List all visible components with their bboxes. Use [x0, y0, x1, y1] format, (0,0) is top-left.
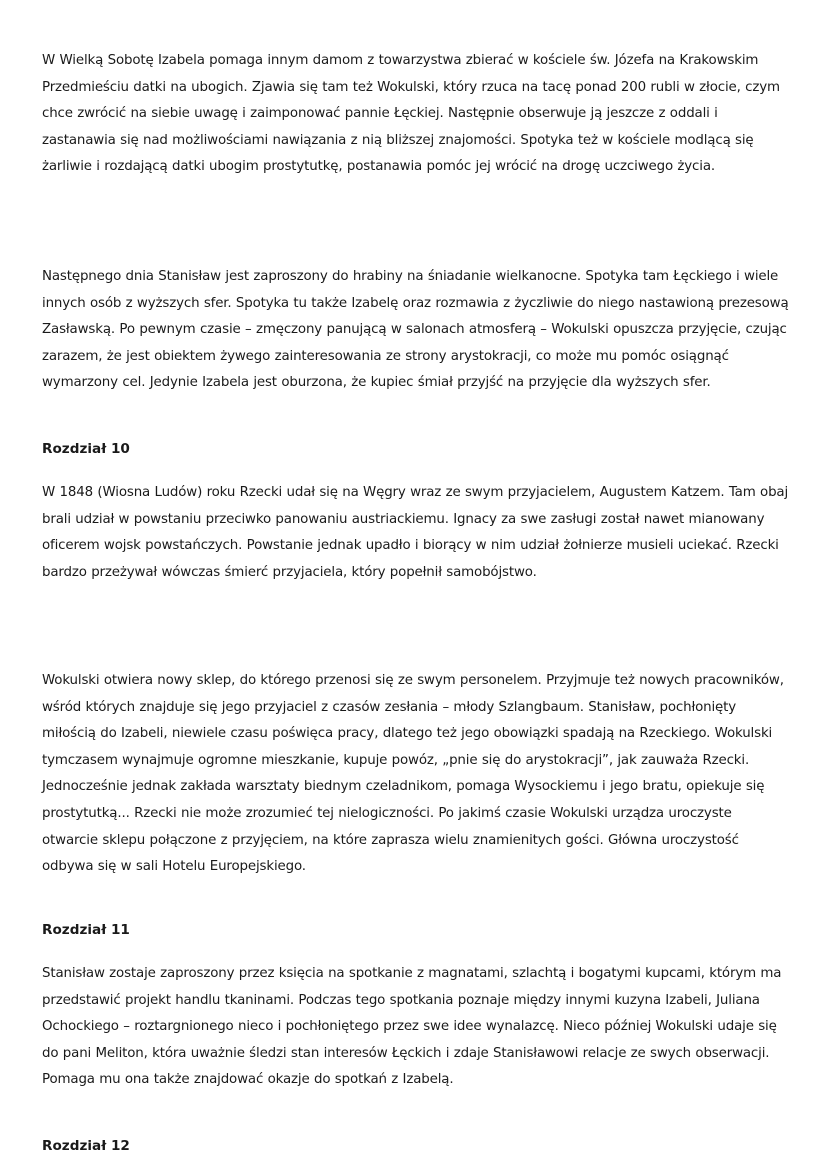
paragraph-easter-saturday: W Wielką Sobotę Izabela pomaga innym damom z towarzystwa zbierać w kościele św. Józefa na Krakowskim Przedmieściu datki na ubogich. Zjawia się tam też Wokulski, który rzuca na tacę ponad 200 rubli w złocie, czym chce zwrócić na siebie uwagę i zaimponować pannie Łęckiej. Następnie obserwuje ją jeszcze z oddali i zastanawia się nad możliwościami nawiązania z nią bliższej znajomości. Spotyka też w kościele modlącą się żarliwie i rozdającą datki ubogim prostytutkę, postanawia pomóc jej wrócić na drogę uczciwego życia.: [42, 53, 780, 175]
paragraph-magnates-meeting: Stanisław zostaje zaproszony przez księcia na spotkanie z magnatami, szlachtą i bogatymi kupcami, którym ma przedstawić projekt handlu tkaninami. Podczas tego spotkania poznaje między innymi kuzyna Izabeli, Juliana Ochockiego – roztargnionego nieco i pochłoniętego przez swe idee wynalazcę. Nieco później Wokulski udaje się do pani Meliton, która uważnie śledzi stan interesów Łęckich i zdaje Stanisławowi relacje ze swych obserwacji. Pomaga mu ona także znajdować okazje do spotkań z Izabelą.: [42, 966, 782, 1088]
paragraph-easter-breakfast: Następnego dnia Stanisław jest zaproszony do hrabiny na śniadanie wielkanocne. Spotyka tam Łęckiego i wiele innych osób z wyższych sfer. Spotyka tu także Izabelę oraz rozmawia z życzliwie do niego nastawioną prezesową Zasławską. Po pewnym czasie – zmęczony panującą w salonach atmosferą – Wokulski opuszcza przyjęcie, czując zarazem, że jest obiektem żywego zainteresowania ze strony arystokracji, co może mu pomóc osiągnąć wymarzony cel. Jedynie Izabela jest oburzona, że kupiec śmiał przyjść na przyjęcie dla wyższych sfer.: [42, 269, 789, 391]
paragraph-spring-of-nations: W 1848 (Wiosna Ludów) roku Rzecki udał się na Węgry wraz ze swym przyjacielem, Augustem Katzem. Tam obaj brali udział w powstaniu przeciwko panowaniu austriackiemu. Ignacy za swe zasługi został nawet mianowany oficerem wojsk powstańczych. Powstanie jednak upadło i biorący w nim udział żołnierze musieli uciekać. Rzecki bardzo przeżywał wówczas śmierć przyjaciela, który popełnił samobójstwo.: [42, 485, 789, 580]
chapter-heading-11: Rozdział 11: [42, 922, 130, 938]
chapter-heading-12: Rozdział 12: [42, 1138, 130, 1154]
paragraph-new-shop: Wokulski otwiera nowy sklep, do którego przenosi się ze swym personelem. Przyjmuje też nowych pracowników, wśród których znajduje się jego przyjaciel z czasów zesłania – młody Szlangbaum. Stanisław, pochłonięty miłością do Izabeli, niewiele czasu poświęca pracy, dlatego też jego obowiązki spadają na Rzeckiego. Wokulski tymczasem wynajmuje ogromne mieszkanie, kupuje powóz, „pnie się do arystokracji”, jak zauważa Rzecki. Jednocześnie jednak zakłada warsztaty biednym czeladnikom, pomaga Wysockiemu i jego bratu, opiekuje się prostytutką... Rzecki nie może zrozumieć tej nielogiczności. Po jakimś czasie Wokulski urządza uroczyste otwarcie sklepu połączone z przyjęciem, na które zaprasza wielu znamienitych gości. Główna uroczystość odbywa się w sali Hotelu Europejskiego.: [42, 673, 784, 875]
chapter-heading-10: Rozdział 10: [42, 441, 130, 457]
